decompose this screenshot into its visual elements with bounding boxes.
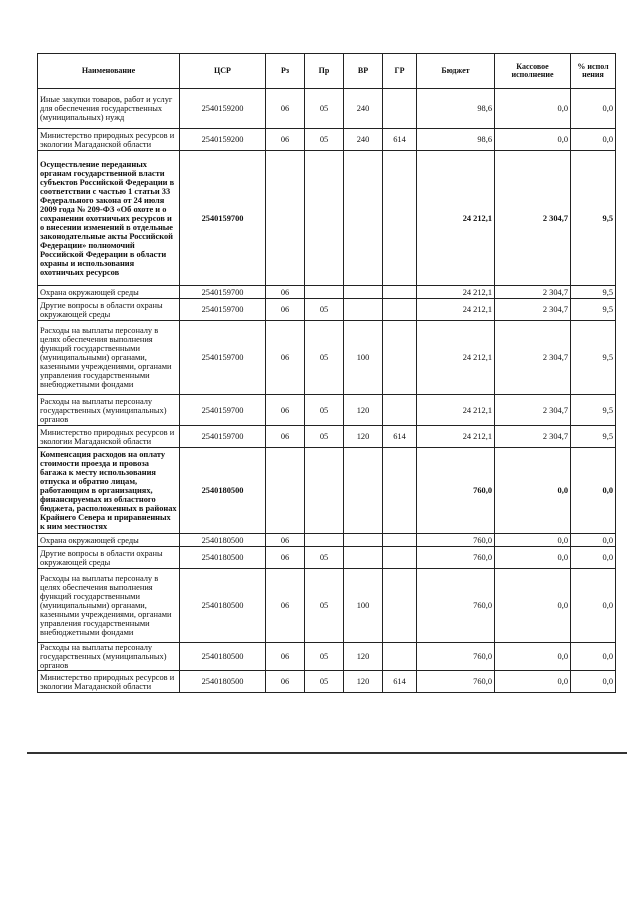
cell-rz (266, 448, 305, 534)
header-cash: Кассовое исполнение (495, 54, 571, 89)
cell-rz: 06 (266, 321, 305, 395)
cell-budget: 760,0 (417, 569, 495, 643)
header-name: Наименование (38, 54, 180, 89)
header-vr: ВР (344, 54, 383, 89)
cell-rz: 06 (266, 299, 305, 321)
cell-csr: 2540180500 (180, 534, 266, 547)
cell-gr (383, 534, 417, 547)
cell-percent: 0,0 (571, 448, 616, 534)
cell-name: Иные закупки товаров, работ и услуг для обеспечения государственных (муниципальных) нужд (38, 89, 180, 129)
cell-budget: 24 212,1 (417, 286, 495, 299)
cell-pr: 05 (305, 671, 344, 693)
cell-vr (344, 151, 383, 286)
cell-name: Охрана окружающей среды (38, 534, 180, 547)
cell-percent: 0,0 (571, 129, 616, 151)
cell-name: Министерство природных ресурсов и экологии Магаданской области (38, 426, 180, 448)
cell-cash: 2 304,7 (495, 395, 571, 426)
cell-percent: 0,0 (571, 671, 616, 693)
cell-cash: 2 304,7 (495, 321, 571, 395)
cell-percent: 0,0 (571, 534, 616, 547)
cell-csr: 2540159700 (180, 151, 266, 286)
cell-cash: 0,0 (495, 643, 571, 671)
cell-vr: 120 (344, 671, 383, 693)
cell-cash: 0,0 (495, 671, 571, 693)
cell-vr: 100 (344, 321, 383, 395)
cell-vr: 120 (344, 643, 383, 671)
cell-vr: 240 (344, 129, 383, 151)
budget-table (37, 53, 616, 693)
table-row (38, 671, 616, 693)
cell-pr (305, 286, 344, 299)
cell-name: Министерство природных ресурсов и экологии Магаданской области (38, 129, 180, 151)
cell-budget: 760,0 (417, 534, 495, 547)
cell-pr: 05 (305, 547, 344, 569)
cell-csr: 2540159700 (180, 299, 266, 321)
cell-pr (305, 534, 344, 547)
cell-gr (383, 321, 417, 395)
cell-cash: 2 304,7 (495, 286, 571, 299)
table-row (38, 395, 616, 426)
cell-gr (383, 643, 417, 671)
cell-gr: 614 (383, 671, 417, 693)
cell-pr: 05 (305, 89, 344, 129)
cell-percent: 9,5 (571, 286, 616, 299)
cell-budget: 760,0 (417, 671, 495, 693)
cell-rz: 06 (266, 89, 305, 129)
cell-name: Расходы на выплаты персоналу государственных (муниципальных) органов (38, 643, 180, 671)
page-bottom-rule (27, 752, 627, 754)
table-row (38, 321, 616, 395)
header-budget: Бюджет (417, 54, 495, 89)
table-row (38, 448, 616, 534)
cell-pr: 05 (305, 426, 344, 448)
table-row (38, 89, 616, 129)
table-row (38, 643, 616, 671)
table-row (38, 534, 616, 547)
cell-name: Другие вопросы в области охраны окружающей среды (38, 547, 180, 569)
cell-budget: 24 212,1 (417, 299, 495, 321)
cell-budget: 760,0 (417, 643, 495, 671)
cell-cash: 0,0 (495, 448, 571, 534)
cell-gr (383, 89, 417, 129)
table-row (38, 151, 616, 286)
cell-name: Расходы на выплаты персоналу в целях обеспечения выполнения функций государственными (муниципальными) органами, казенными учреждениями, органами управления государственными внебюджетными фондами (38, 569, 180, 643)
header-rz: Рз (266, 54, 305, 89)
cell-vr (344, 286, 383, 299)
cell-name: Осуществление переданных органам государственной власти субъектов Российской Федерации в соответствии с частью 1 статьи 33 Федерального закона от 24 июля 2009 года № 209-ФЗ «Об охоте и о сохранении охотничьих ресурсов и о внесении изменений в отдельные законодательные акты Российской Федерации» полномочий Российской Федерации в области охраны и использования охотничьих ресурсов (38, 151, 180, 286)
cell-vr: 240 (344, 89, 383, 129)
cell-gr (383, 151, 417, 286)
cell-percent: 0,0 (571, 89, 616, 129)
table-row (38, 426, 616, 448)
cell-vr (344, 547, 383, 569)
cell-pr: 05 (305, 643, 344, 671)
cell-percent: 0,0 (571, 643, 616, 671)
header-gr: ГР (383, 54, 417, 89)
cell-budget: 24 212,1 (417, 426, 495, 448)
cell-rz: 06 (266, 395, 305, 426)
cell-rz: 06 (266, 286, 305, 299)
cell-gr (383, 299, 417, 321)
cell-gr: 614 (383, 129, 417, 151)
cell-budget: 24 212,1 (417, 151, 495, 286)
cell-vr (344, 299, 383, 321)
cell-budget: 24 212,1 (417, 321, 495, 395)
cell-gr (383, 547, 417, 569)
cell-rz: 06 (266, 671, 305, 693)
cell-rz: 06 (266, 643, 305, 671)
cell-csr: 2540159700 (180, 426, 266, 448)
cell-csr: 2540159200 (180, 89, 266, 129)
cell-vr: 120 (344, 395, 383, 426)
cell-csr: 2540180500 (180, 448, 266, 534)
cell-cash: 2 304,7 (495, 299, 571, 321)
cell-cash: 0,0 (495, 534, 571, 547)
cell-cash: 2 304,7 (495, 426, 571, 448)
cell-csr: 2540159700 (180, 321, 266, 395)
cell-rz: 06 (266, 534, 305, 547)
cell-percent: 9,5 (571, 321, 616, 395)
cell-csr: 2540180500 (180, 671, 266, 693)
cell-gr (383, 395, 417, 426)
cell-gr (383, 569, 417, 643)
cell-gr (383, 286, 417, 299)
cell-name: Охрана окружающей среды (38, 286, 180, 299)
header-pr: Пр (305, 54, 344, 89)
cell-percent: 0,0 (571, 569, 616, 643)
table-row (38, 547, 616, 569)
cell-gr (383, 448, 417, 534)
cell-budget: 760,0 (417, 547, 495, 569)
cell-csr: 2540159700 (180, 286, 266, 299)
cell-budget: 98,6 (417, 129, 495, 151)
cell-name: Расходы на выплаты персоналу государственных (муниципальных) органов (38, 395, 180, 426)
cell-pr: 05 (305, 321, 344, 395)
cell-percent: 9,5 (571, 299, 616, 321)
table-row (38, 129, 616, 151)
cell-rz: 06 (266, 129, 305, 151)
header-percent: % испол нения (571, 54, 616, 89)
cell-pr: 05 (305, 395, 344, 426)
cell-pr (305, 448, 344, 534)
cell-percent: 9,5 (571, 395, 616, 426)
cell-budget: 98,6 (417, 89, 495, 129)
cell-pr: 05 (305, 569, 344, 643)
cell-budget: 24 212,1 (417, 395, 495, 426)
cell-rz: 06 (266, 547, 305, 569)
cell-vr: 100 (344, 569, 383, 643)
cell-cash: 0,0 (495, 129, 571, 151)
cell-rz: 06 (266, 569, 305, 643)
cell-vr: 120 (344, 426, 383, 448)
table-body (38, 89, 616, 693)
cell-pr (305, 151, 344, 286)
cell-rz (266, 151, 305, 286)
cell-name: Министерство природных ресурсов и экологии Магаданской области (38, 671, 180, 693)
cell-cash: 0,0 (495, 569, 571, 643)
table-row (38, 286, 616, 299)
cell-rz: 06 (266, 426, 305, 448)
cell-csr: 2540180500 (180, 643, 266, 671)
cell-csr: 2540180500 (180, 569, 266, 643)
cell-pr: 05 (305, 299, 344, 321)
cell-budget: 760,0 (417, 448, 495, 534)
cell-percent: 9,5 (571, 151, 616, 286)
cell-gr: 614 (383, 426, 417, 448)
cell-csr: 2540180500 (180, 547, 266, 569)
cell-cash: 0,0 (495, 547, 571, 569)
cell-vr (344, 448, 383, 534)
cell-csr: 2540159700 (180, 395, 266, 426)
cell-pr: 05 (305, 129, 344, 151)
cell-csr: 2540159200 (180, 129, 266, 151)
cell-vr (344, 534, 383, 547)
cell-cash: 0,0 (495, 89, 571, 129)
table-row (38, 569, 616, 643)
cell-name: Расходы на выплаты персоналу в целях обеспечения выполнения функций государственными (муниципальными) органами, казенными учреждениями, органами управления государственными внебюджетными фондами (38, 321, 180, 395)
cell-name: Другие вопросы в области охраны окружающей среды (38, 299, 180, 321)
table-row (38, 299, 616, 321)
cell-percent: 9,5 (571, 426, 616, 448)
cell-cash: 2 304,7 (495, 151, 571, 286)
table-header (38, 54, 616, 89)
cell-percent: 0,0 (571, 547, 616, 569)
cell-name: Компенсация расходов на оплату стоимости проезда и провоза багажа к месту использования отпуска и обратно лицам, работающим в организациях, финансируемых из областного бюджета, расположенных в районах Крайнего Севера и приравненных к ним местностях (38, 448, 180, 534)
header-csr: ЦСР (180, 54, 266, 89)
